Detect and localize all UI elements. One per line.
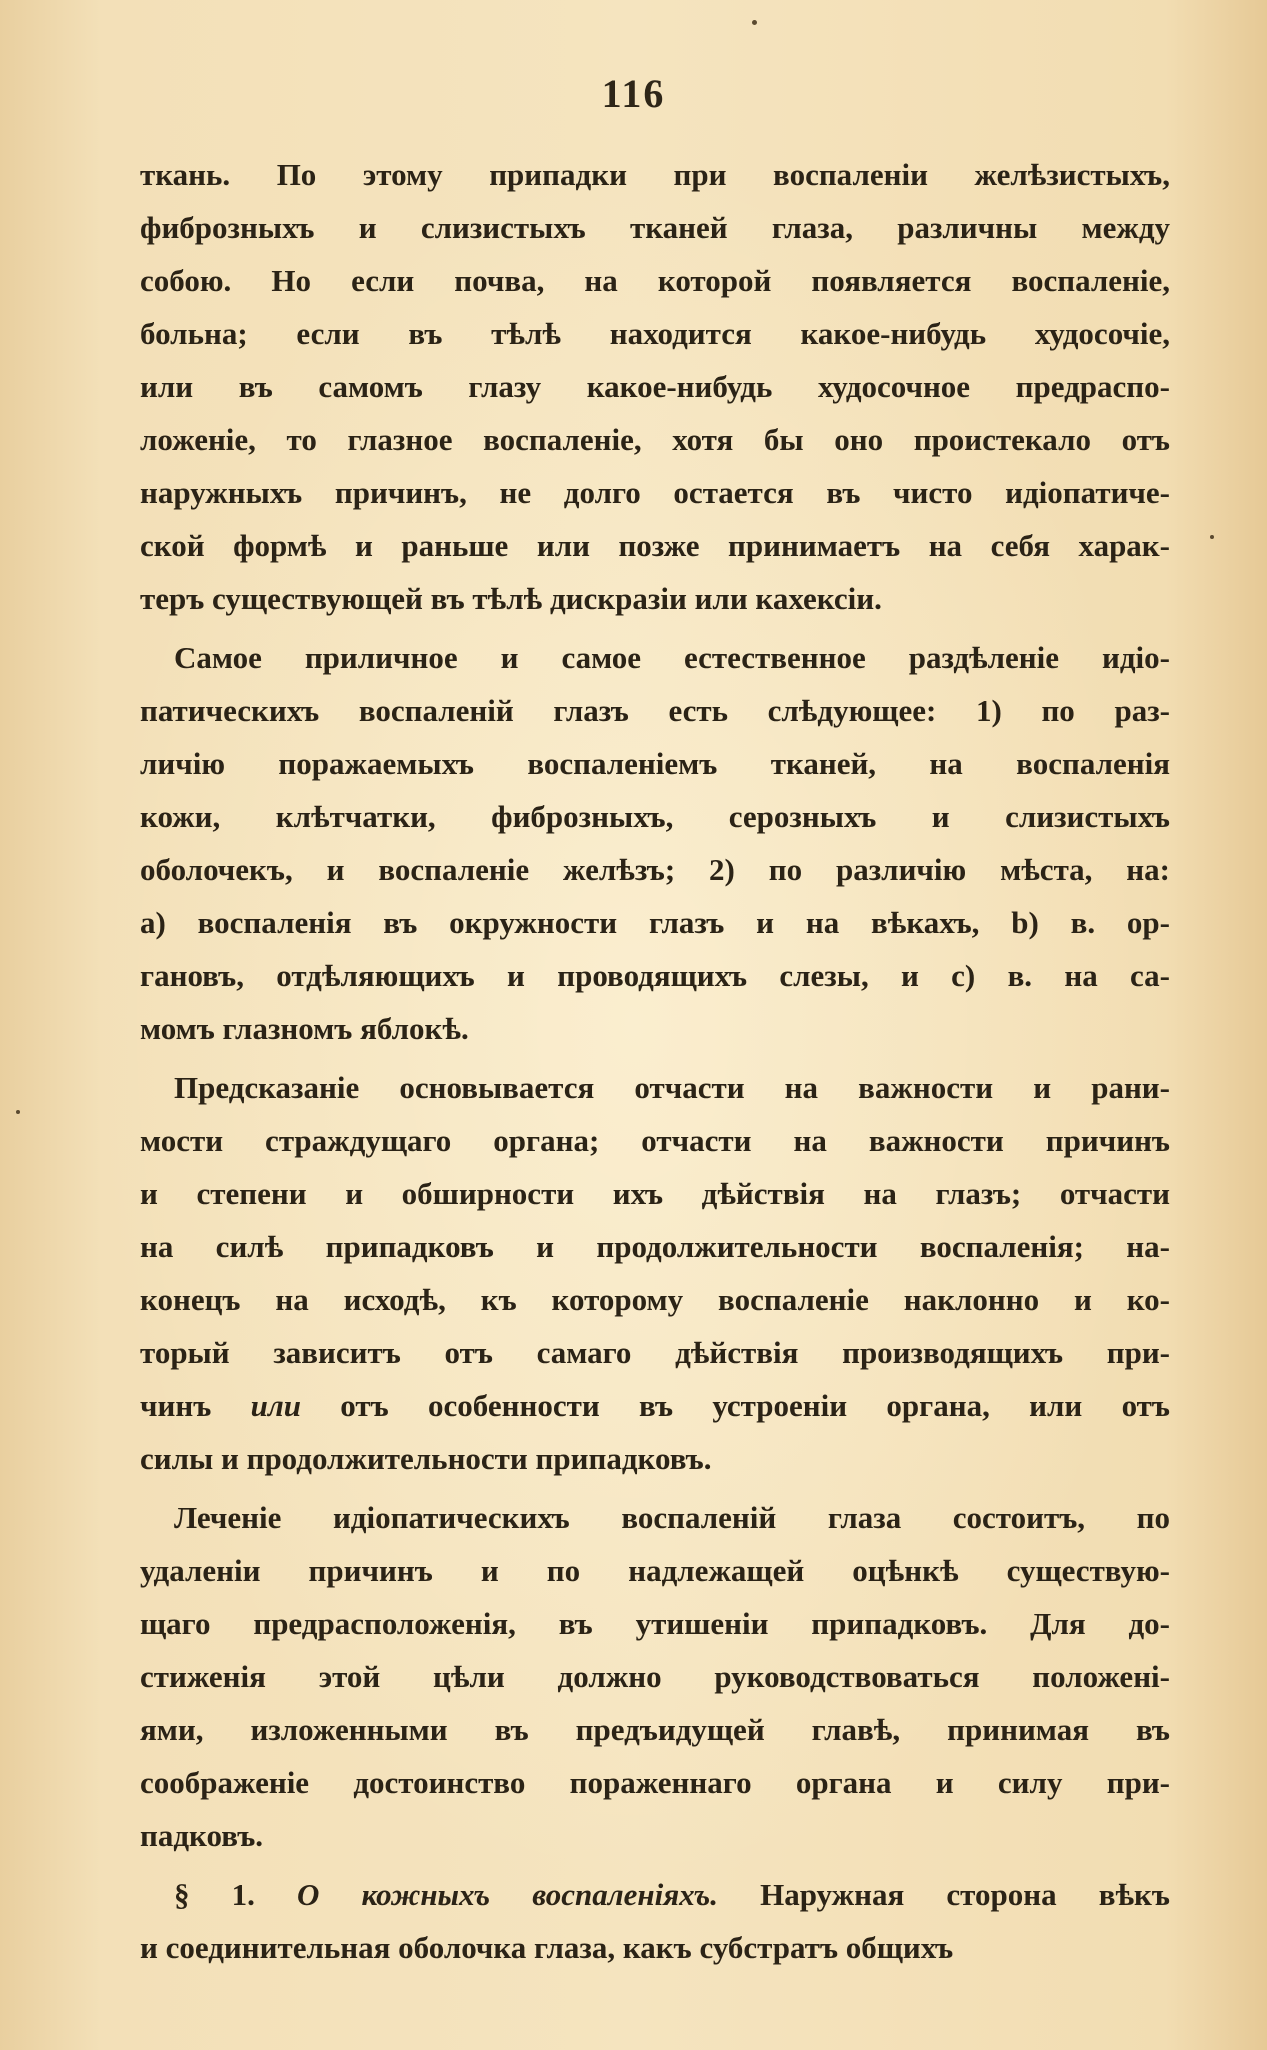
text-line: и соединительная оболочка глаза, какъ субстратъ общихъ xyxy=(140,1930,954,1965)
italic-word: или xyxy=(250,1388,301,1423)
text-line: кожи, клѣтчатки, фиброзныхъ, серозныхъ и слизистыхъ xyxy=(140,799,1170,834)
text-line: падковъ. xyxy=(140,1818,264,1853)
text-line: мости страждущаго органа; отчасти на важности причинъ xyxy=(140,1123,1170,1158)
text-line: § 1. О кожныхъ воспаленіяхъ. Наружная сторона вѣкъ xyxy=(174,1877,1170,1912)
page-text xyxy=(140,148,1170,1974)
print-speck xyxy=(16,1110,20,1114)
text-line: и степени и обширности ихъ дѣйствія на глазъ; отчасти xyxy=(140,1176,1170,1211)
text-line: на силѣ припадковъ и продолжительности воспаленія; на- xyxy=(140,1229,1170,1264)
text-line: ской формѣ и раньше или позже принимаетъ на себя харак- xyxy=(140,528,1170,563)
text-line: ложеніе, то глазное воспаленіе, хотя бы оно проистекало отъ xyxy=(140,422,1170,457)
print-speck xyxy=(1210,535,1214,539)
text-line: Самое приличное и самое естественное раздѣленіе идіо- xyxy=(174,640,1170,675)
paragraph xyxy=(140,631,1170,1055)
text-line: удаленіи причинъ и по надлежащей оцѣнкѣ существую- xyxy=(140,1553,1170,1588)
text-line: теръ существующей въ тѣлѣ дискразіи или кахексіи. xyxy=(140,581,882,616)
text-line: момъ глазномъ яблокѣ. xyxy=(140,1011,469,1046)
paragraph xyxy=(140,1061,1170,1485)
text-line: наружныхъ причинъ, не долго остается въ чисто идіопатиче- xyxy=(140,475,1170,510)
text-line: больна; если въ тѣлѣ находится какое-нибудь худосочіе, xyxy=(140,316,1170,351)
text-line: личію поражаемыхъ воспаленіемъ тканей, на воспаленія xyxy=(140,746,1170,781)
paragraph xyxy=(140,148,1170,625)
text-line: щаго предрасположенія, въ утишеніи припадковъ. Для до- xyxy=(140,1606,1170,1641)
text-line: собою. Но если почва, на которой появляется воспаленіе, xyxy=(140,263,1170,298)
text-line: соображеніе достоинство пораженнаго органа и силу при- xyxy=(140,1765,1170,1800)
text-line: оболочекъ, и воспаленіе желѣзъ; 2) по различію мѣста, на: xyxy=(140,852,1170,887)
text-line: торый зависитъ отъ самаго дѣйствія производящихъ при- xyxy=(140,1335,1170,1370)
text-line: стиженія этой цѣли должно руководствоваться положені- xyxy=(140,1659,1170,1694)
page-number: 116 xyxy=(601,71,666,116)
text-line: Леченіе идіопатическихъ воспаленій глаза состоитъ, по xyxy=(174,1500,1170,1535)
text-line: ями, изложенными въ предъидущей главѣ, принимая въ xyxy=(140,1712,1170,1747)
text-line: силы и продолжительности припадковъ. xyxy=(140,1441,712,1476)
text-line: чинъ или отъ особенности въ устроеніи органа, или отъ xyxy=(140,1388,1170,1423)
text-line: a) воспаленія въ окружности глазъ и на вѣкахъ, b) в. ор- xyxy=(140,905,1170,940)
text-line: гановъ, отдѣляющихъ и проводящихъ слезы, и с) в. на са- xyxy=(140,958,1170,993)
text-line: или въ самомъ глазу какое-нибудь худосочное предраспо- xyxy=(140,369,1170,404)
text-line: патическихъ воспаленій глазъ есть слѣдующее: 1) по раз- xyxy=(140,693,1170,728)
paragraph xyxy=(140,1868,1170,1974)
text-line: конецъ на исходѣ, къ которому воспаленіе наклонно и ко- xyxy=(140,1282,1170,1317)
text-line: Предсказаніе основывается отчасти на важности и рани- xyxy=(174,1070,1170,1105)
print-speck xyxy=(752,20,757,25)
text-line: фиброзныхъ и слизистыхъ тканей глаза, различны между xyxy=(140,210,1170,245)
text-line: ткань. По этому припадки при воспаленіи желѣзистыхъ, xyxy=(140,157,1170,192)
paragraph xyxy=(140,1491,1170,1862)
section-title: О кожныхъ воспаленіяхъ. xyxy=(297,1877,718,1912)
